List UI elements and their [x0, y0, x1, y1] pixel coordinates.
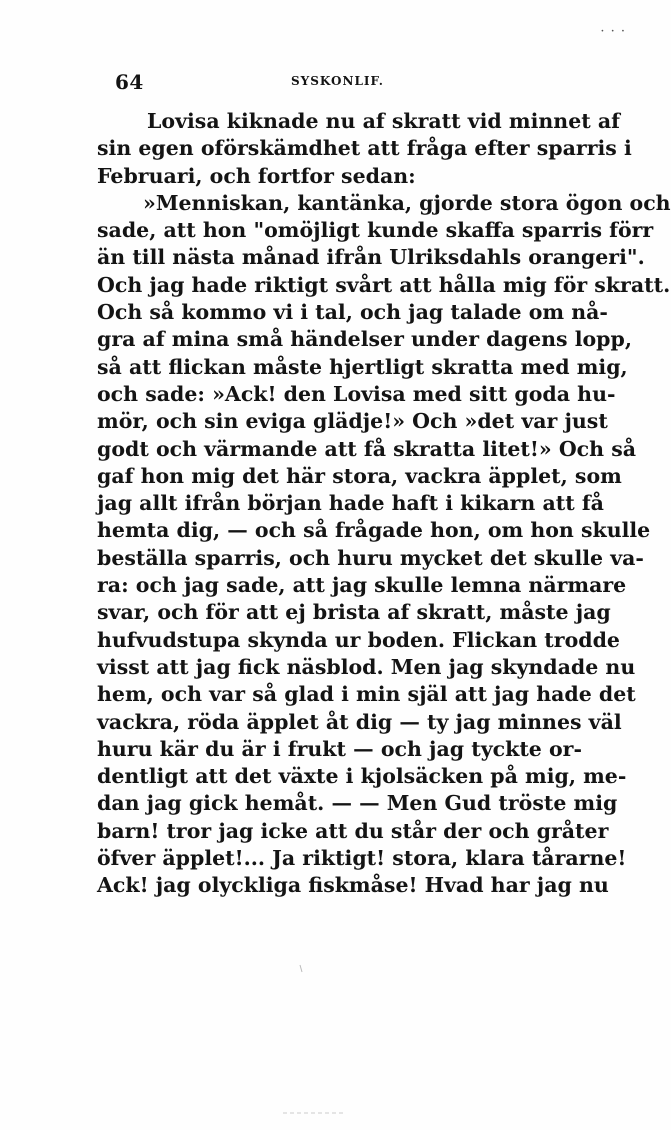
text-line: vackra, röda äpplet åt dig — ty jag minnes väl	[97, 709, 622, 734]
corner-mark: · · ·	[600, 24, 626, 39]
text-line: beställa sparris, och huru mycket det skulle va-	[97, 545, 644, 570]
text-line: ra: och jag sade, att jag skulle lemna närmare	[97, 573, 627, 598]
text-line: öfver äpplet!... Ja riktigt! stora, klara tårarne!	[97, 846, 627, 871]
body-text	[97, 108, 671, 900]
text-line: Ack! jag olyckliga fiskmåse! Hvad har jag nu	[97, 873, 609, 898]
text-line: Lovisa kiknade nu af skratt vid minnet af	[147, 109, 620, 133]
text-line: hemta dig, — och så frågade hon, om hon skulle	[97, 518, 651, 543]
running-title: SYSKONLIF.	[291, 74, 384, 88]
text-line: huru kär du är i frukt — och jag tyckte or-	[97, 736, 582, 761]
text-line: Februari, och fortfor sedan:	[97, 163, 416, 188]
text-line: mör, och sin eviga glädje!» Och »det var just	[97, 409, 608, 434]
text-line: visst att jag fick näsblod. Men jag skyndade nu	[97, 654, 636, 679]
text-line: »Menniskan, kantänka, gjorde stora ögon och	[143, 190, 671, 215]
speck-mark	[300, 965, 302, 972]
text-line: jag allt ifrån början hade haft i kikarn att få	[97, 491, 604, 516]
text-line: Och så kommo vi i tal, och jag talade om nå-	[97, 300, 608, 325]
text-line: dentligt att det växte i kjolsäcken på mig, me-	[97, 764, 627, 789]
text-line: Och jag hade riktigt svårt att hålla mig för skratt.	[97, 272, 671, 297]
text-line: så att flickan måste hjertligt skratta med mig,	[97, 354, 628, 379]
text-line: gra af mina små händelser under dagens lopp,	[97, 327, 632, 352]
page-number: 64	[115, 70, 144, 94]
text-line: hufvudstupa skynda ur boden. Flickan trodde	[97, 627, 620, 652]
text-line: svar, och för att ej brista af skratt, måste jag	[97, 600, 611, 625]
text-line: godt och värmande att få skratta litet!» Och så	[97, 436, 637, 461]
text-line: än till nästa månad ifrån Ulriksdahls orangeri".	[97, 245, 645, 270]
text-line: dan jag gick hemåt. — — Men Gud tröste mig	[97, 791, 618, 816]
text-line: och sade: »Ack! den Lovisa med sitt goda hu-	[97, 381, 616, 406]
text-line: sade, att hon "omöjligt kunde skaffa sparris förr	[97, 218, 654, 243]
text-line: sin egen oförskämdhet att fråga efter sparris i	[97, 136, 632, 161]
text-line: barn! tror jag icke att du står der och gråter	[97, 818, 609, 843]
text-line: hem, och var så glad i min själ att jag hade det	[97, 682, 636, 707]
text-line: gaf hon mig det här stora, vackra äpplet, som	[97, 463, 622, 488]
page-header	[97, 70, 578, 94]
